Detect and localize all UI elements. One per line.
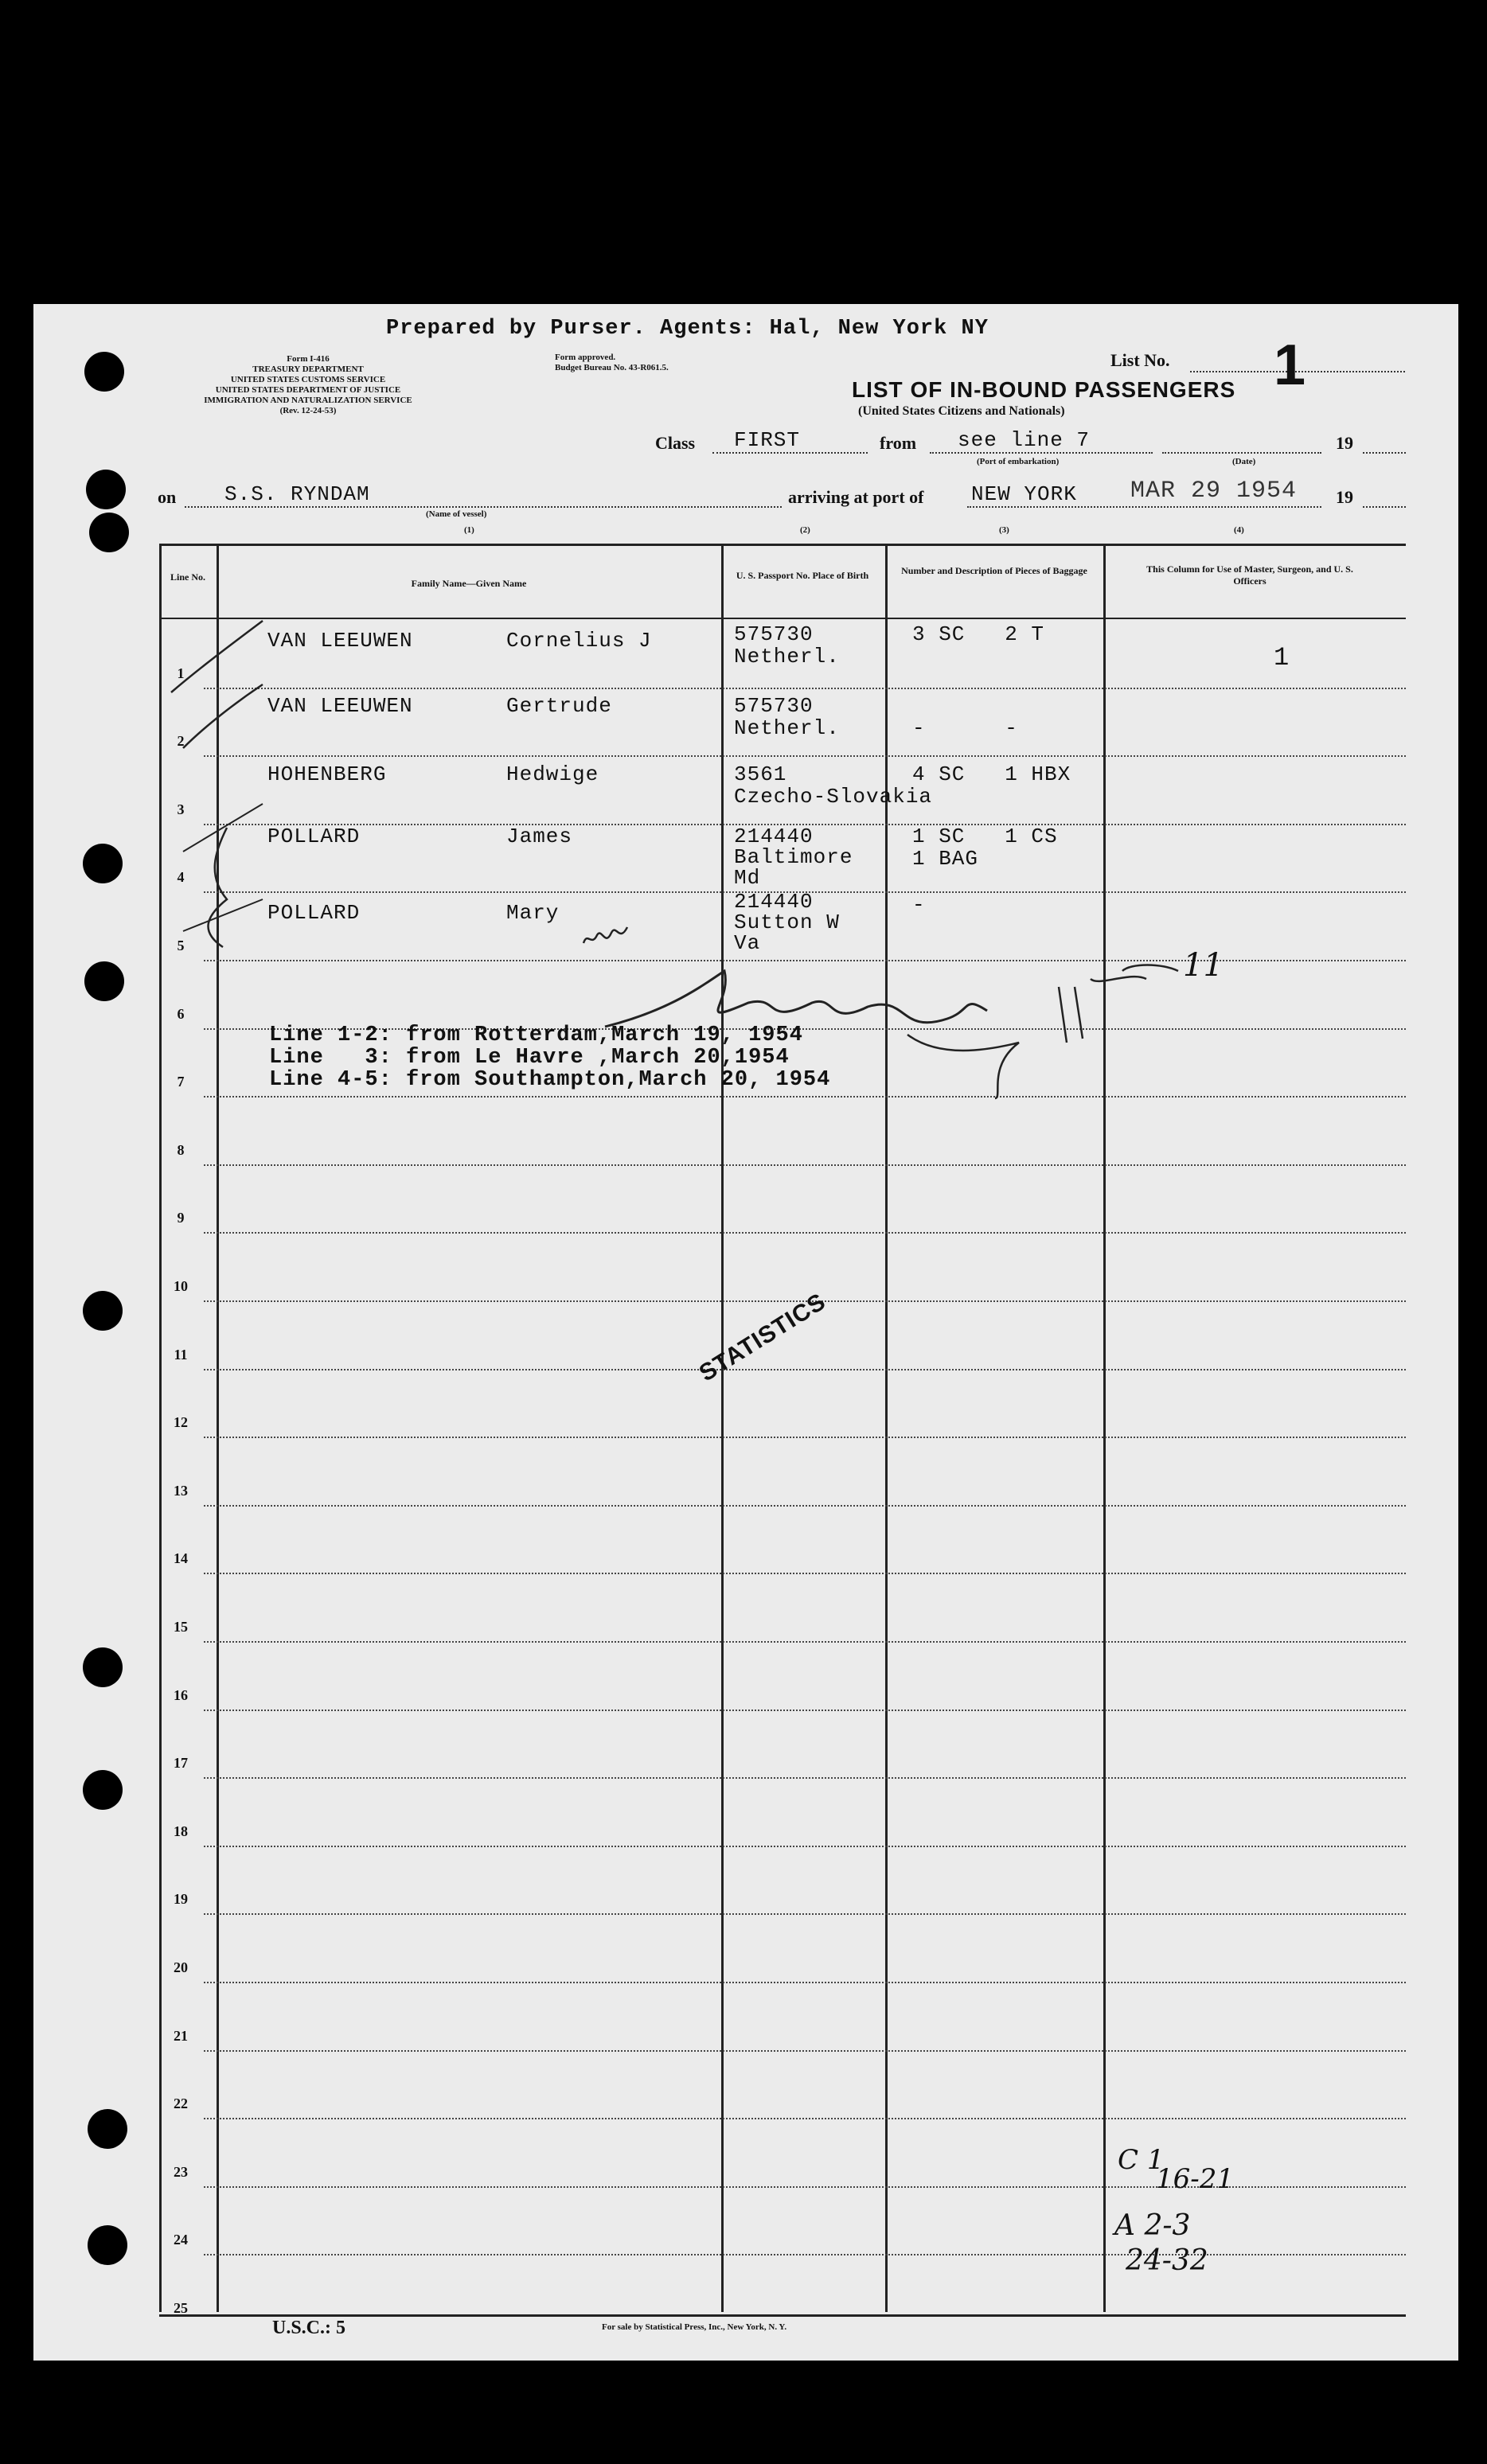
vessel-caption: (Name of vessel) — [426, 509, 487, 519]
passport-no: 214440 — [734, 890, 814, 914]
header-rule — [159, 618, 1406, 619]
on-label: on — [158, 487, 177, 507]
punch-hole — [84, 352, 124, 392]
family-name: VAN LEEUWEN — [267, 629, 413, 653]
col-num-3: (3) — [999, 525, 1009, 535]
family-name: POLLARD — [267, 825, 361, 848]
given-name: Hedwige — [506, 762, 599, 786]
line-number: 14 — [174, 1550, 188, 1567]
check-marks — [167, 613, 271, 963]
footer-code: U.S.C.: 5 — [272, 2318, 346, 2338]
class-label: Class — [655, 433, 696, 453]
family-name: HOHENBERG — [267, 762, 387, 786]
row-rule — [204, 1982, 1406, 1983]
line-number: 10 — [174, 1278, 188, 1294]
row-rule — [204, 2050, 1406, 2052]
col-header-baggage: Number and Description of Pieces of Baggage — [901, 565, 1087, 576]
page-subtitle: (United States Citizens and Nationals) — [858, 404, 1065, 418]
route-note: Line 3: from Le Havre ,March 20,1954 — [269, 1046, 790, 1070]
punch-hole — [83, 844, 123, 883]
baggage: 1 SC 1 CS — [912, 825, 1058, 848]
vessel-name: S.S. RYNDAM — [224, 482, 370, 506]
birth-place: Baltimore Md — [734, 845, 853, 890]
given-name: Cornelius J — [506, 629, 652, 653]
col-divider — [885, 544, 888, 2312]
row-rule — [204, 1573, 1406, 1574]
officer-note: 16-21 — [1156, 2163, 1235, 2195]
prepared-by: Prepared by Purser. Agents: Hal, New York NY — [386, 317, 989, 341]
punch-hole — [83, 1291, 123, 1331]
baggage: 3 SC 2 T — [912, 622, 1045, 646]
row-rule — [204, 1913, 1406, 1915]
col-num-1: (1) — [464, 525, 474, 535]
footer-printer: For sale by Statistical Press, Inc., New York, N. Y. — [602, 2322, 787, 2332]
line-number: 21 — [174, 2027, 188, 2044]
punch-hole — [83, 1647, 123, 1687]
line-number: 8 — [177, 1141, 185, 1158]
initials-mark — [580, 915, 643, 955]
col-num-4: (4) — [1234, 525, 1244, 535]
baggage: 1 BAG — [912, 847, 979, 871]
line-number: 11 — [174, 1346, 188, 1363]
line-number: 3 — [177, 801, 185, 817]
line-number: 17 — [174, 1755, 188, 1772]
punch-hole — [89, 513, 129, 552]
col-header-line: Line No. — [170, 571, 205, 583]
birth-place: Netherl. — [734, 716, 840, 740]
date-caption: (Date) — [1232, 457, 1256, 466]
family-name: POLLARD — [267, 901, 361, 925]
col-divider — [721, 544, 724, 2312]
punch-hole — [84, 961, 124, 1001]
row-rule — [204, 1846, 1406, 1847]
arriving-label: arriving at port of — [788, 487, 924, 507]
officer-note: 24-32 — [1126, 2244, 1208, 2277]
passport-no: 214440 — [734, 825, 814, 848]
baggage: - — [912, 893, 926, 917]
line-number: 24 — [174, 2232, 188, 2248]
row-rule — [204, 1641, 1406, 1643]
form-approved: Form approved. Budget Bureau No. 43-R061.5. — [555, 353, 669, 372]
row-rule — [204, 688, 1406, 689]
row-rule — [204, 2118, 1406, 2119]
line-number: 15 — [174, 1619, 188, 1635]
col-num-2: (2) — [800, 525, 810, 535]
line-number: 20 — [174, 1959, 188, 1975]
col-header-officers: This Column for Use of Master, Surgeon, and U. S. Officers — [1146, 563, 1353, 587]
arrival-port: NEW YORK — [971, 482, 1077, 506]
line-number: 5 — [177, 938, 185, 953]
route-note: Line 1-2: from Rotterdam,March 19, 1954 — [269, 1023, 803, 1047]
line-number: 16 — [174, 1686, 188, 1703]
year-prefix: 19 — [1336, 433, 1353, 453]
officer-note: A 2-3 — [1114, 2209, 1191, 2242]
line-number: 12 — [174, 1414, 188, 1431]
line-number: 7 — [177, 1074, 185, 1090]
row-rule — [204, 1164, 1406, 1166]
line-number: 4 — [177, 869, 185, 886]
table-border — [159, 544, 162, 2312]
signature-graphic — [573, 939, 1226, 1122]
officer-note: C 1 — [1118, 2144, 1165, 2176]
arrival-date-stamp: MAR 29 1954 — [1130, 478, 1298, 505]
row-rule — [204, 755, 1406, 757]
row-rule — [204, 1710, 1406, 1711]
punch-hole — [86, 470, 126, 509]
passport-no: 575730 — [734, 694, 814, 718]
punch-hole — [88, 2225, 127, 2265]
row-rule — [204, 1232, 1406, 1234]
col-divider — [1103, 544, 1106, 2312]
row-rule — [204, 1437, 1406, 1438]
family-name: VAN LEEUWEN — [267, 694, 413, 718]
punch-hole — [88, 2109, 127, 2149]
line-number: 18 — [174, 1823, 188, 1839]
list-number: 1 — [1274, 333, 1306, 397]
col-header-passport: U. S. Passport No. Place of Birth — [736, 570, 869, 581]
row-rule — [204, 1369, 1406, 1370]
line-number: 22 — [174, 2096, 188, 2112]
given-name: James — [506, 825, 573, 848]
line-number: 1 — [177, 665, 185, 681]
line-number: 6 — [177, 1005, 185, 1022]
col-header-name: Family Name—Given Name — [411, 578, 527, 589]
baggage: 4 SC 1 HBX — [912, 762, 1071, 786]
row-rule — [204, 2254, 1406, 2255]
baggage: - - — [912, 716, 1018, 740]
passport-no: 575730 — [734, 622, 814, 646]
birth-place: Netherl. — [734, 645, 840, 669]
from-label: from — [880, 433, 917, 453]
line-number: 2 — [177, 733, 185, 750]
line-number: 25 — [174, 2300, 188, 2316]
punch-hole — [83, 1770, 123, 1810]
officer-note: 11 — [1183, 947, 1224, 984]
page-title: LIST OF IN-BOUND PASSENGERS — [852, 377, 1236, 402]
class-value: FIRST — [734, 428, 801, 452]
birth-place: Czecho-Slovakia — [734, 785, 933, 809]
row-rule — [204, 1777, 1406, 1779]
from-value: see line 7 — [958, 428, 1091, 452]
year-prefix: 19 — [1336, 487, 1353, 507]
form-block: Form I-416 TREASURY DEPARTMENT UNITED STATES CUSTOMS SERVICE UNITED STATES DEPARTMENT OF JUSTICE IMMIGRATION AND NATURALIZATION SERVICE (Rev. 12-24-53) — [204, 354, 412, 415]
line-number: 19 — [174, 1891, 188, 1908]
given-name: Mary — [506, 901, 560, 925]
port-embark-caption: (Port of embarkation) — [977, 457, 1060, 466]
statistics-stamp: STATISTICS — [694, 1288, 831, 1387]
line-number: 23 — [174, 2163, 188, 2180]
officer-mark: 1 — [1274, 643, 1290, 673]
row-rule — [204, 1505, 1406, 1507]
passport-no: 3561 — [734, 762, 787, 786]
line-number: 9 — [177, 1210, 185, 1226]
list-no-label: List No. — [1110, 350, 1170, 370]
birth-place: Sutton W Va — [734, 910, 840, 955]
route-note: Line 4-5: from Southampton,March 20, 1954 — [269, 1068, 831, 1092]
given-name: Gertrude — [506, 694, 612, 718]
line-number: 13 — [174, 1482, 188, 1499]
